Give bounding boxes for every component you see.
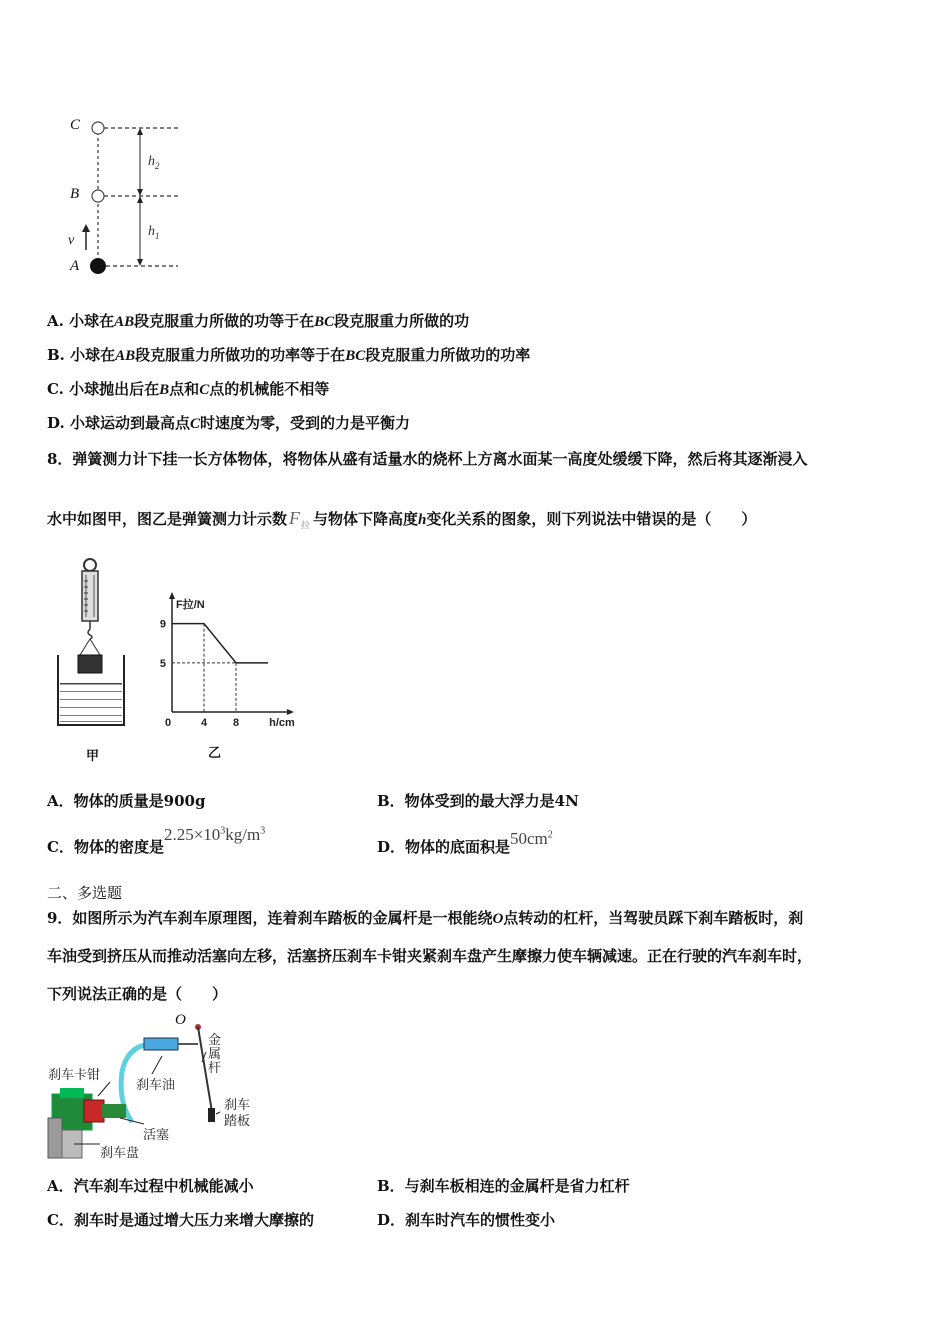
master-cylinder: [144, 1038, 178, 1050]
pivot-o-label: O: [175, 1012, 186, 1028]
h1-label: $h_1$: [148, 224, 160, 241]
q8-figure-jia: [50, 555, 140, 765]
caliper-label: 刹车卡钳: [48, 1068, 101, 1083]
piston-label: 活塞: [143, 1128, 170, 1143]
rectangular-block: [78, 655, 102, 673]
q8-stem-line2: 水中如图甲，图乙是弹簧测力计示数 F 拉 与物体下降高度h变化关系的图象，则下列说法中错误的是（ ）: [47, 508, 757, 530]
point-b-label: B: [70, 186, 80, 202]
spring-scale-body: [82, 571, 98, 621]
caption-jia: 甲: [86, 749, 100, 764]
y-tick-5: 5: [159, 657, 166, 670]
h1-arrow-bottom-icon: [137, 259, 143, 266]
ball-c-icon: [92, 122, 104, 134]
q9-stem-line3: 下列说法正确的是（ ）: [47, 985, 228, 1003]
h1-arrow-top-icon: [137, 196, 143, 203]
q9-option-d[interactable]: D．刹车时汽车的惯性变小: [377, 1211, 556, 1229]
brake-oil-label: 刹车油: [136, 1078, 176, 1093]
x-tick-4: 4: [200, 717, 208, 729]
x-axis-label: h/cm: [269, 717, 295, 729]
x-tick-0: 0: [164, 717, 172, 729]
q8-option-a[interactable]: A．物体的质量是900g: [47, 792, 206, 810]
q7-option-a[interactable]: A. 小球在AB段克服重力所做的功等于在BC段克服重力所做的功: [47, 312, 470, 330]
spring-scale-beaker-diagram: [50, 555, 140, 745]
metal-rod-label: 金属杆: [208, 1033, 222, 1076]
q8-option-c[interactable]: C．物体的密度是$2.25\times 10^3kg/m^3$: [47, 825, 266, 856]
pedal-label-1: 刹车: [224, 1098, 251, 1113]
h2-label: $h_2$: [148, 154, 160, 171]
q7-option-c[interactable]: C. 小球抛出后在B点和C点的机械能不相等: [47, 380, 330, 398]
q7-figure: [60, 110, 200, 285]
velocity-arrow-icon: [82, 224, 90, 232]
x-tick-8: 8: [232, 717, 240, 729]
y-axis-label: F拉/N: [176, 599, 205, 611]
water-pattern: [60, 683, 122, 722]
q7-ball-diagram: [60, 110, 200, 285]
q9-stem-line1: 9．如图所示为汽车刹车原理图，连着刹车踏板的金属杆是一根能绕O点转动的杠杆，当驾驶员踩下刹车踏板时，刹: [47, 909, 804, 927]
h2-arrow-top-icon: [137, 128, 143, 135]
q8-option-d[interactable]: D．物体的底面积是$50cm^2$: [377, 829, 553, 856]
brake-piston: [84, 1100, 104, 1122]
q8-figure-yi: [150, 590, 300, 765]
q9-brake-figure: [40, 1012, 280, 1162]
point-c-label: C: [70, 117, 81, 133]
scale-ring-icon: [84, 559, 96, 571]
brake-pedal: [208, 1108, 215, 1122]
x-axis-arrow-icon: [287, 709, 294, 715]
y-axis-arrow-icon: [169, 592, 175, 599]
velocity-label: v: [68, 233, 75, 248]
y-tick-9: 9: [159, 618, 166, 631]
scale-hook-icon: [88, 621, 92, 639]
q8-option-b[interactable]: B．物体受到的最大浮力是4N: [377, 792, 579, 810]
q9-option-b[interactable]: B．与刹车板相连的金属杆是省力杠杆: [377, 1177, 630, 1195]
disc-label: 刹车盘: [100, 1146, 140, 1161]
q7-option-d[interactable]: D. 小球运动到最高点C时速度为零，受到的力是平衡力: [47, 414, 410, 432]
q9-stem-line2: 车油受到挤压从而推动活塞向左移，活塞挤压刹车卡钳夹紧刹车盘产生摩擦力使车辆减速。正在行驶的汽车刹车时，: [47, 947, 813, 965]
h2-arrow-bottom-icon: [137, 189, 143, 196]
pedal-label-2: 踏板: [224, 1114, 251, 1129]
brake-disc: [48, 1118, 62, 1158]
q7-option-b[interactable]: B. 小球在AB段克服重力所做功的功率等于在BC段克服重力所做功的功率: [47, 346, 531, 364]
q9-option-c[interactable]: C．刹车时是通过增大压力来增大摩擦的: [47, 1211, 314, 1229]
point-a-label: A: [70, 258, 80, 274]
ball-a-icon: [90, 258, 106, 274]
section-title: 二、多选题: [47, 884, 123, 902]
q8-stem-line1: 8．弹簧测力计下挂一长方体物体，将物体从盛有适量水的烧杯上方离水面某一高度处缓缓下降，然后将其逐渐浸入: [47, 450, 808, 468]
ball-b-icon: [92, 190, 104, 202]
series-line: [172, 624, 268, 663]
caption-yi: 乙: [208, 746, 222, 761]
q9-option-a[interactable]: A．汽车刹车过程中机械能减小: [47, 1177, 254, 1195]
force-height-chart: [150, 590, 300, 740]
